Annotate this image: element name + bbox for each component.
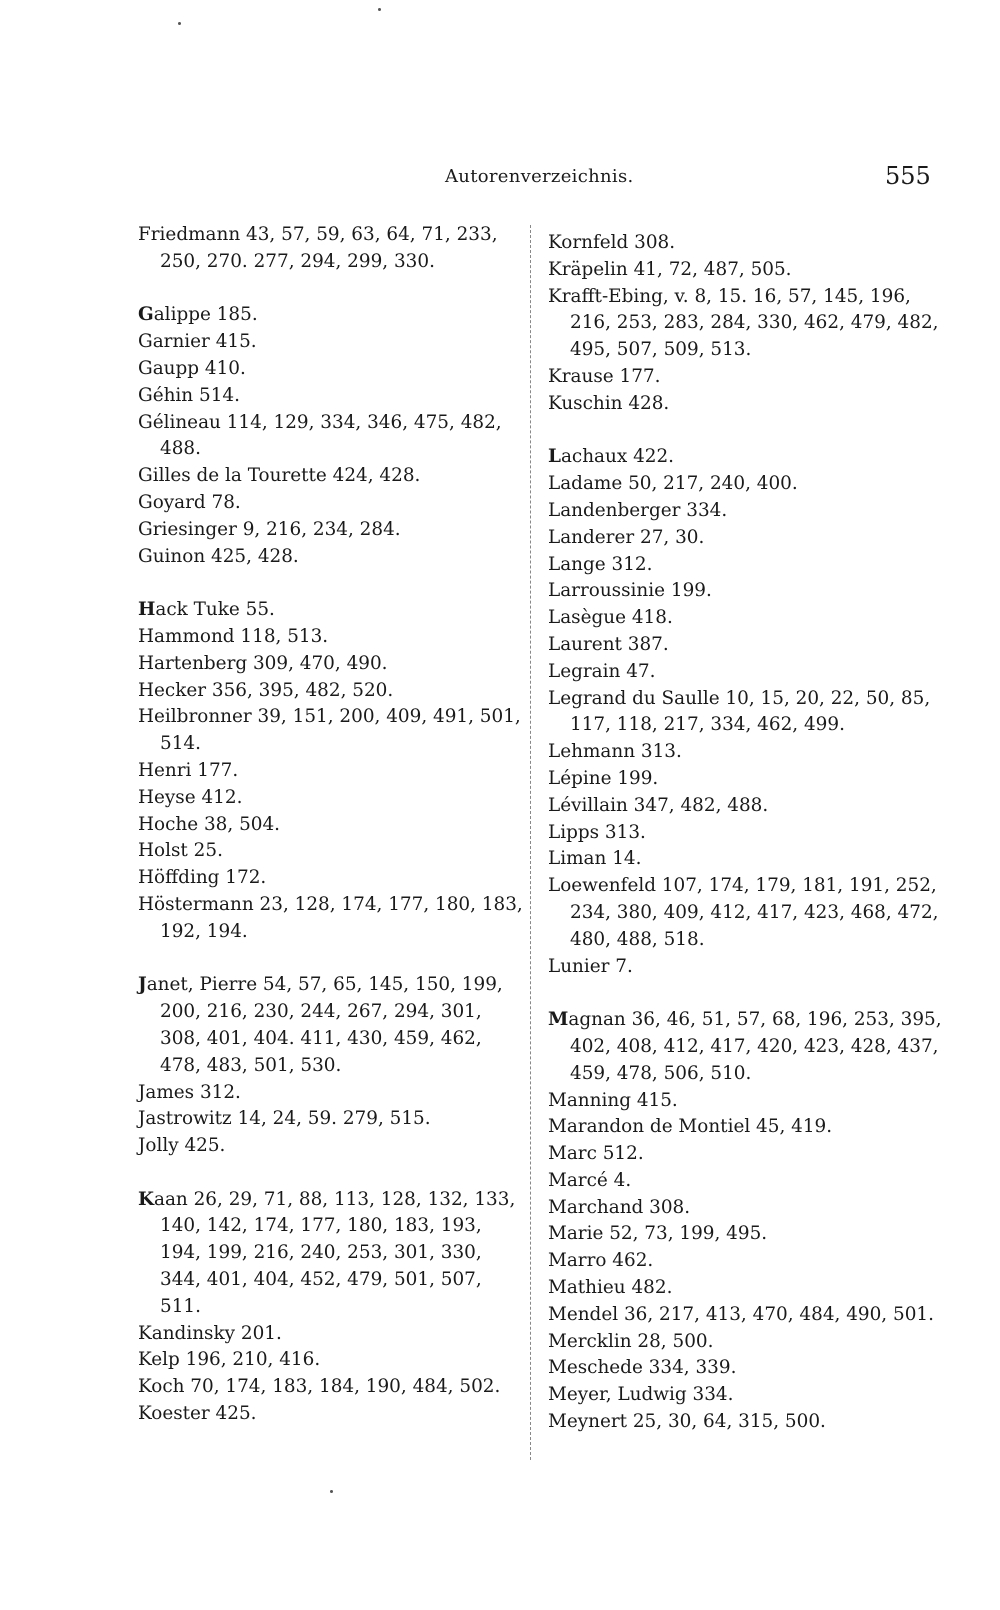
index-entry [548, 793, 943, 820]
index-entry [138, 490, 528, 517]
entry-text: Krafft-Ebing, v. 8, 15. 16, 57, 145, 196, 216, 253, 283, 284, 330, 462, 479, 482, 495, 507, 509, 513. [548, 285, 939, 361]
index-column-left [138, 222, 528, 1428]
index-column-right [548, 230, 943, 1436]
entry-text: Meynert 25, 30, 64, 315, 500. [548, 1411, 826, 1433]
section-initial: L [548, 446, 561, 468]
entry-text: Kelp 196, 210, 416. [138, 1349, 321, 1371]
entry-text: Koester 425. [138, 1403, 257, 1425]
index-entry [138, 517, 528, 544]
section-initial: G [138, 304, 154, 326]
page-number: 555 [885, 162, 931, 190]
entry-text: Liman 14. [548, 848, 642, 870]
index-entry [138, 651, 528, 678]
entry-text: Goyard 78. [138, 491, 241, 513]
entry-text: Landerer 27, 30. [548, 526, 705, 548]
index-entry [138, 1133, 528, 1160]
index-entry [138, 1321, 528, 1348]
entry-text: Lehmann 313. [548, 741, 682, 763]
index-entry [548, 1221, 943, 1248]
entry-text: Legrand du Saulle 10, 15, 20, 22, 50, 85, 117, 118, 217, 334, 462, 499. [548, 687, 931, 736]
index-entry [548, 578, 943, 605]
index-entry [548, 1007, 943, 1087]
index-entry [138, 383, 528, 410]
index-entry [548, 1409, 943, 1436]
entry-text: Géhin 514. [138, 384, 240, 406]
entry-text: Hoche 38, 504. [138, 813, 281, 835]
entry-text: Lipps 313. [548, 821, 646, 843]
entry-text: Mercklin 28, 500. [548, 1330, 714, 1352]
index-entry [548, 471, 943, 498]
index-entry [138, 356, 528, 383]
entry-text: Loewenfeld 107, 174, 179, 181, 191, 252, 234, 380, 409, 412, 417, 423, 468, 472, 480, 488, 518. [548, 875, 939, 950]
index-entry [138, 704, 528, 758]
entry-text: Höffding 172. [138, 867, 267, 889]
entry-text: Hecker 356, 395, 482, 520. [138, 679, 394, 701]
index-entry [548, 1195, 943, 1222]
index-entry [548, 1275, 943, 1302]
section-initial: M [548, 1009, 569, 1031]
entry-text: Friedmann 43, 57, 59, 63, 64, 71, 233, 250, 270. 277, 294, 299, 330. [138, 224, 498, 272]
index-entry [138, 302, 528, 329]
entry-text: Koch 70, 174, 183, 184, 190, 484, 502. [138, 1376, 501, 1398]
index-entry [138, 758, 528, 785]
section-gap [548, 418, 943, 445]
entry-text: Krause 177. [548, 365, 661, 387]
entry-text: agnan 36, 46, 51, 57, 68, 196, 253, 395, 402, 408, 412, 417, 420, 423, 428, 437, 459, 478, 506, 510. [568, 1009, 942, 1084]
index-entry [138, 624, 528, 651]
index-entry [548, 766, 943, 793]
running-title: Autorenverzeichnis. [445, 166, 634, 187]
entry-text: Marro 462. [548, 1250, 654, 1272]
index-entry [138, 597, 528, 624]
index-entry [548, 1355, 943, 1382]
entry-text: Kräpelin 41, 72, 487, 505. [548, 258, 792, 280]
entry-text: Jastrowitz 14, 24, 59. 279, 515. [138, 1108, 431, 1130]
page-header [0, 162, 1000, 202]
scan-speck [378, 8, 381, 11]
index-entry [548, 391, 943, 418]
index-entry [138, 1080, 528, 1107]
section-gap [138, 1160, 528, 1187]
index-entry [138, 1401, 528, 1428]
entry-text: Hartenberg 309, 470, 490. [138, 652, 388, 674]
index-entry [138, 544, 528, 571]
entry-text: Garnier 415. [138, 331, 257, 353]
section-gap [138, 570, 528, 597]
entry-text: Larroussinie 199. [548, 580, 712, 602]
entry-text: Henri 177. [138, 759, 239, 781]
index-entry [138, 222, 528, 276]
section-gap [138, 946, 528, 973]
index-entry [138, 463, 528, 490]
index-entry [138, 972, 528, 1079]
index-entry [548, 820, 943, 847]
index-entry [548, 659, 943, 686]
entry-text: Lépine 199. [548, 767, 659, 789]
index-entry [138, 785, 528, 812]
entry-text: Mathieu 482. [548, 1277, 673, 1299]
entry-text: Marchand 308. [548, 1196, 691, 1218]
section-initial: J [138, 974, 147, 996]
index-entry [548, 364, 943, 391]
entry-text: Manning 415. [548, 1089, 678, 1111]
section-initial: K [138, 1188, 154, 1210]
index-entry [138, 1187, 528, 1321]
entry-text: Griesinger 9, 216, 234, 284. [138, 518, 401, 540]
index-entry [548, 873, 943, 953]
index-entry [548, 632, 943, 659]
index-entry [138, 1374, 528, 1401]
index-entry [548, 284, 943, 364]
entry-text: Kornfeld 308. [548, 232, 676, 253]
entry-text: James 312. [138, 1081, 241, 1103]
entry-text: Guinon 425, 428. [138, 545, 299, 567]
entry-text: Höstermann 23, 128, 174, 177, 180, 183, 192, 194. [138, 893, 523, 942]
entry-text: Meyer, Ludwig 334. [548, 1384, 734, 1406]
column-divider [530, 225, 531, 1460]
entry-text: achaux 422. [560, 446, 675, 468]
index-entry [138, 838, 528, 865]
index-entry [548, 1168, 943, 1195]
index-entry [138, 865, 528, 892]
index-entry [548, 1302, 943, 1329]
scan-speck [330, 1490, 333, 1493]
entry-text: Laurent 387. [548, 633, 669, 655]
scan-speck [178, 22, 181, 25]
index-entry [548, 605, 943, 632]
entry-text: Marandon de Montiel 45, 419. [548, 1116, 833, 1138]
entry-text: Marie 52, 73, 199, 495. [548, 1223, 768, 1245]
entry-text: Lasègue 418. [548, 607, 673, 629]
entry-text: Legrain 47. [548, 660, 656, 682]
entry-text: Kuschin 428. [548, 392, 670, 414]
entry-text: Lange 312. [548, 553, 653, 575]
index-entry [138, 678, 528, 705]
entry-text: Landenberger 334. [548, 499, 728, 521]
index-entry [138, 1347, 528, 1374]
entry-text: Jolly 425. [138, 1135, 226, 1157]
entry-text: Kandinsky 201. [138, 1322, 282, 1344]
index-entry [548, 257, 943, 284]
index-entry [548, 498, 943, 525]
entry-text: Gilles de la Tourette 424, 428. [138, 465, 421, 487]
entry-text: anet, Pierre 54, 57, 65, 145, 150, 199, 200, 216, 230, 244, 267, 294, 301, 308, 401, 404. 411, 430, 459, 462, 478, 483, 501, 530. [146, 974, 503, 1076]
index-entry [138, 329, 528, 356]
entry-text: Marcé 4. [548, 1169, 632, 1191]
index-entry [548, 686, 943, 740]
index-entry [548, 846, 943, 873]
index-entry [138, 892, 528, 946]
entry-text: Ladame 50, 217, 240, 400. [548, 473, 798, 495]
entry-text: Heilbronner 39, 151, 200, 409, 491, 501, 514. [138, 706, 521, 755]
index-entry [138, 410, 528, 464]
entry-text: Gaupp 410. [138, 357, 246, 379]
entry-text: Lévillain 347, 482, 488. [548, 794, 769, 816]
entry-text: Mendel 36, 217, 413, 470, 484, 490, 501. [548, 1303, 934, 1325]
entry-text: Marc 512. [548, 1143, 644, 1165]
index-entry [138, 1106, 528, 1133]
section-gap [138, 276, 528, 303]
index-entry [548, 1329, 943, 1356]
entry-text: Lunier 7. [548, 955, 633, 977]
entry-text: Heyse 412. [138, 786, 243, 808]
index-entry [548, 1248, 943, 1275]
entry-text: ack Tuke 55. [155, 599, 275, 621]
section-initial: H [138, 599, 156, 621]
index-entry [548, 1382, 943, 1409]
index-entry [548, 1088, 943, 1115]
index-entry [548, 954, 943, 981]
section-gap [548, 980, 943, 1007]
entry-text: Meschede 334, 339. [548, 1357, 737, 1379]
entry-text: Holst 25. [138, 840, 223, 862]
index-entry [548, 552, 943, 579]
entry-text: alippe 185. [153, 304, 258, 326]
index-entry [548, 230, 943, 257]
index-entry [548, 1141, 943, 1168]
entry-text: aan 26, 29, 71, 88, 113, 128, 132, 133, 140, 142, 174, 177, 180, 183, 193, 194, 199, 216, 240, 253, 301, 330, 344, 401, 404, 452, 479, 501, 507, 511. [153, 1188, 516, 1317]
index-entry [548, 1114, 943, 1141]
index-entry [548, 444, 943, 471]
index-entry [548, 525, 943, 552]
entry-text: Hammond 118, 513. [138, 625, 329, 647]
index-entry [548, 739, 943, 766]
index-entry [138, 812, 528, 839]
entry-text: Gélineau 114, 129, 334, 346, 475, 482, 488. [138, 411, 502, 460]
